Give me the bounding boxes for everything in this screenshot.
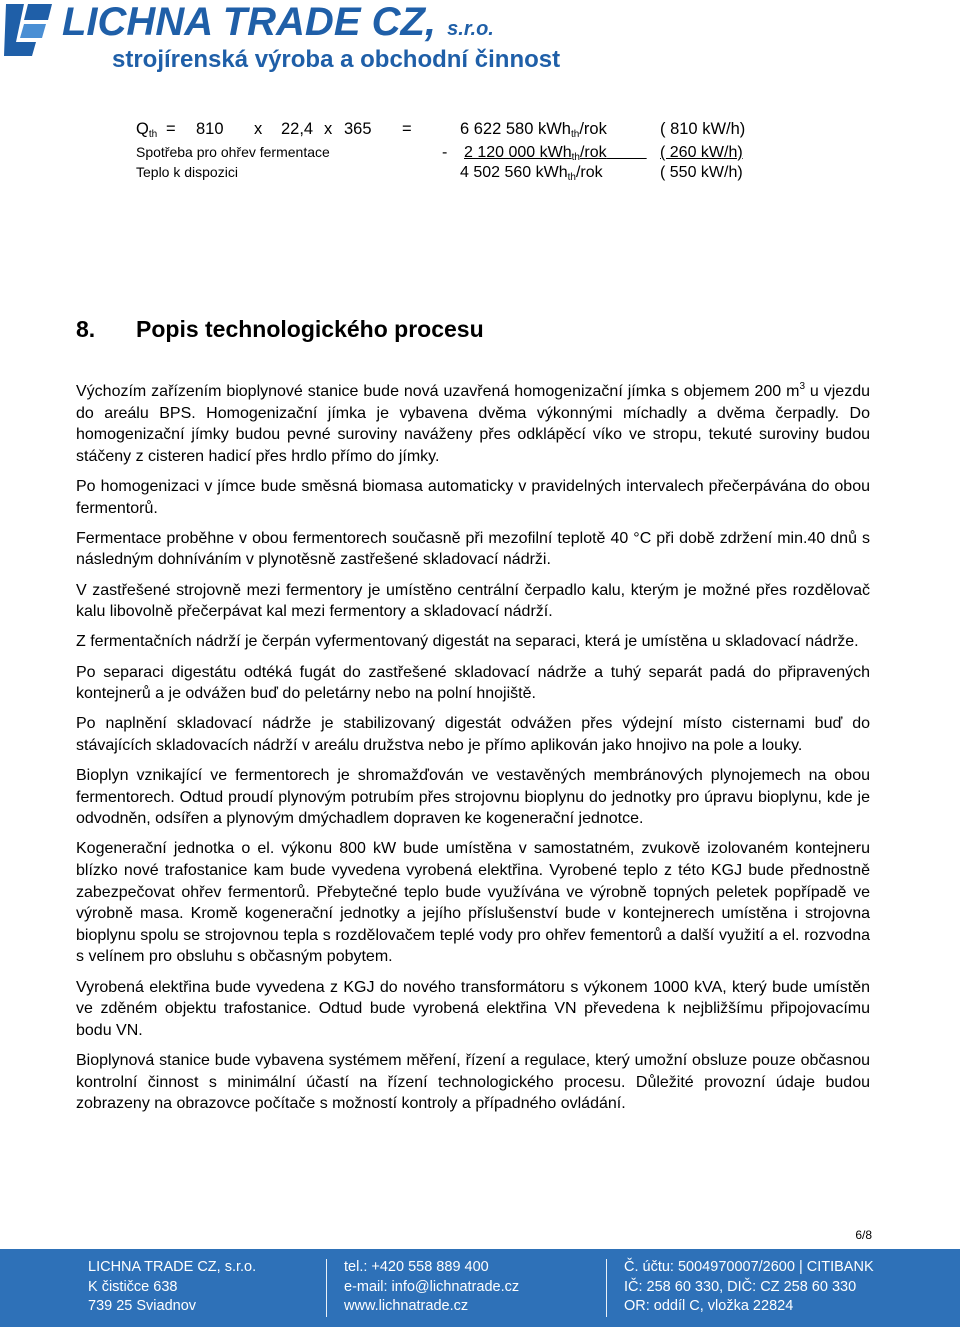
company-name: LICHNA TRADE CZ, s.r.o. <box>62 0 494 44</box>
paragraph: Vyrobená elektřina bude vyvedena z KGJ do nového transformátoru s výkonem 1000 kVA, který bude umístěn ve zděném objektu trafostanice. Odtud bude vyrobená elektřina VN převedena k nejbližšímu připojovacímu bodu VN. <box>76 978 870 1039</box>
paragraph: Z fermentačních nádrží je čerpán vyfermentovaný digestát na separaci, která je umístěna u skladovací nádrže. <box>76 633 859 651</box>
website-link[interactable]: www.lichnatrade.cz <box>344 1298 469 1314</box>
email-link[interactable]: e-mail: info@lichnatrade.cz <box>344 1278 520 1295</box>
footer-divider <box>606 1259 607 1317</box>
paragraph: Po separaci digestátu odtéká fugát do zastřešené skladovací nádrže a tuhý separát padá do připravených kontejnerů a je odvážen buď do peletárny nebo na polní hnojiště. <box>76 663 870 703</box>
document-body <box>76 376 870 1123</box>
page-number: 6/8 <box>855 1228 872 1242</box>
paragraph: Po naplnění skladovací nádrže je stabilizovaný digestát odvážen přes výdejní místo cisternami buď do stávajících skladovacích nádrží v areálu družstva nebo je přímo aplikován jako hnojivo na pole a louky. <box>76 715 870 754</box>
section-title: Popis technologického procesu <box>136 316 484 342</box>
footer <box>0 1249 960 1327</box>
paragraph: Bioplynová stanice bude vybavena systémem měření, řízení a regulace, který umožní obsluze pouze občasnou kontrolní činnost s minimální účastí na řízení technologického procesu. Důležité provozní údaje budou zobrazeny na obrazovce počítače s možností kontroly a případného ovládání. <box>76 1051 870 1113</box>
letterhead <box>0 0 960 80</box>
company-logo-icon <box>2 2 54 58</box>
paragraph: Fermentace proběhne v obou fermentorech současně při mezofilní teplotě 40 °C při době zdržení min.40 dnů s následným dohníváním v plynotěsně zastřešené skladovací nádrži. <box>76 529 870 569</box>
footer-divider <box>326 1259 327 1317</box>
footer-registration: Č. účtu: 5004970007/2600 | CITIBANK IČ: 258 60 330, DIČ: CZ 258 60 330 OR: oddíl C, vložka 22824 <box>624 1259 874 1314</box>
footer-address: LICHNA TRADE CZ, s.r.o. K čističce 638 739 25 Sviadnov <box>88 1259 257 1314</box>
footer-contact: tel.: +420 558 889 400 e-mail: info@lichnatrade.cz www.lichnatrade.cz <box>344 1258 519 1317</box>
section-number: 8. <box>76 316 96 342</box>
company-tagline: strojírenská výroba a obchodní činnost <box>112 46 561 73</box>
paragraph: Kogenerační jednotka o el. výkonu 800 kW bude umístěna v samostatném, zvukově izolovaném kontejneru blízko nové trafostanice kam bude vyvedena vyrobená elektřina. Vyrobené teplo z této KGJ bude přednostně zabezpečovat ohřev fermentorů. Přebytečné teplo bude využívána ve výrobně topných peletek popřípadě ve výrobně masa. Kromě kogenerační jednotky a jejího příslušenství bude v kontejnerech umístěna i strojovna bioplynu spolu se strojovnou tepla s rozdělovačem teplé vody pro ohřev fementorů a další využití a el. rozvodna s velínem pro obsluhu s občasným pobytem. <box>76 840 870 966</box>
section-heading <box>76 316 484 343</box>
paragraph: Výchozím zařízením bioplynové stanice bude nová uzavřená homogenizační jímka s objemem 200 $m^3$ u vjezdu do areálu BPS. Homogenizační jímka je vybavena dvěma výkonnými míchadly a dvěma čerpadly. Do homogenizační jímky budou pevné suroviny naváženy přes odklápěcí víko ve stropu, tekuté suroviny budou stáčeny z cisteren hadicí přes hrdlo přímo do jímky. <box>76 381 870 465</box>
paragraph: Po homogenizaci v jímce bude směsná biomasa automaticky v pravidelných intervalech přečerpávána do obou fermentorů. <box>76 477 870 517</box>
paragraph: Bioplyn vznikající ve fermentorech je shromažďován ve vestavěných membránových plynojemech na obou fermentorech. Odtud proudí plynovým potrubím přes strojovnu bioplynu do jednotky pro úpravu bioplynu, kde je odvodněn, odsířen a plynovým dmýchadlem dopraven ke kogenerační jednotce. <box>76 767 870 828</box>
paragraph: V zastřešené strojovně mezi fermentory je umístěno centrální čerpadlo kalu, kterým je možné přes rozdělovač kalu libovolně přečerpávat kal mezi fermentory a skladovací nádrží. <box>76 581 870 621</box>
